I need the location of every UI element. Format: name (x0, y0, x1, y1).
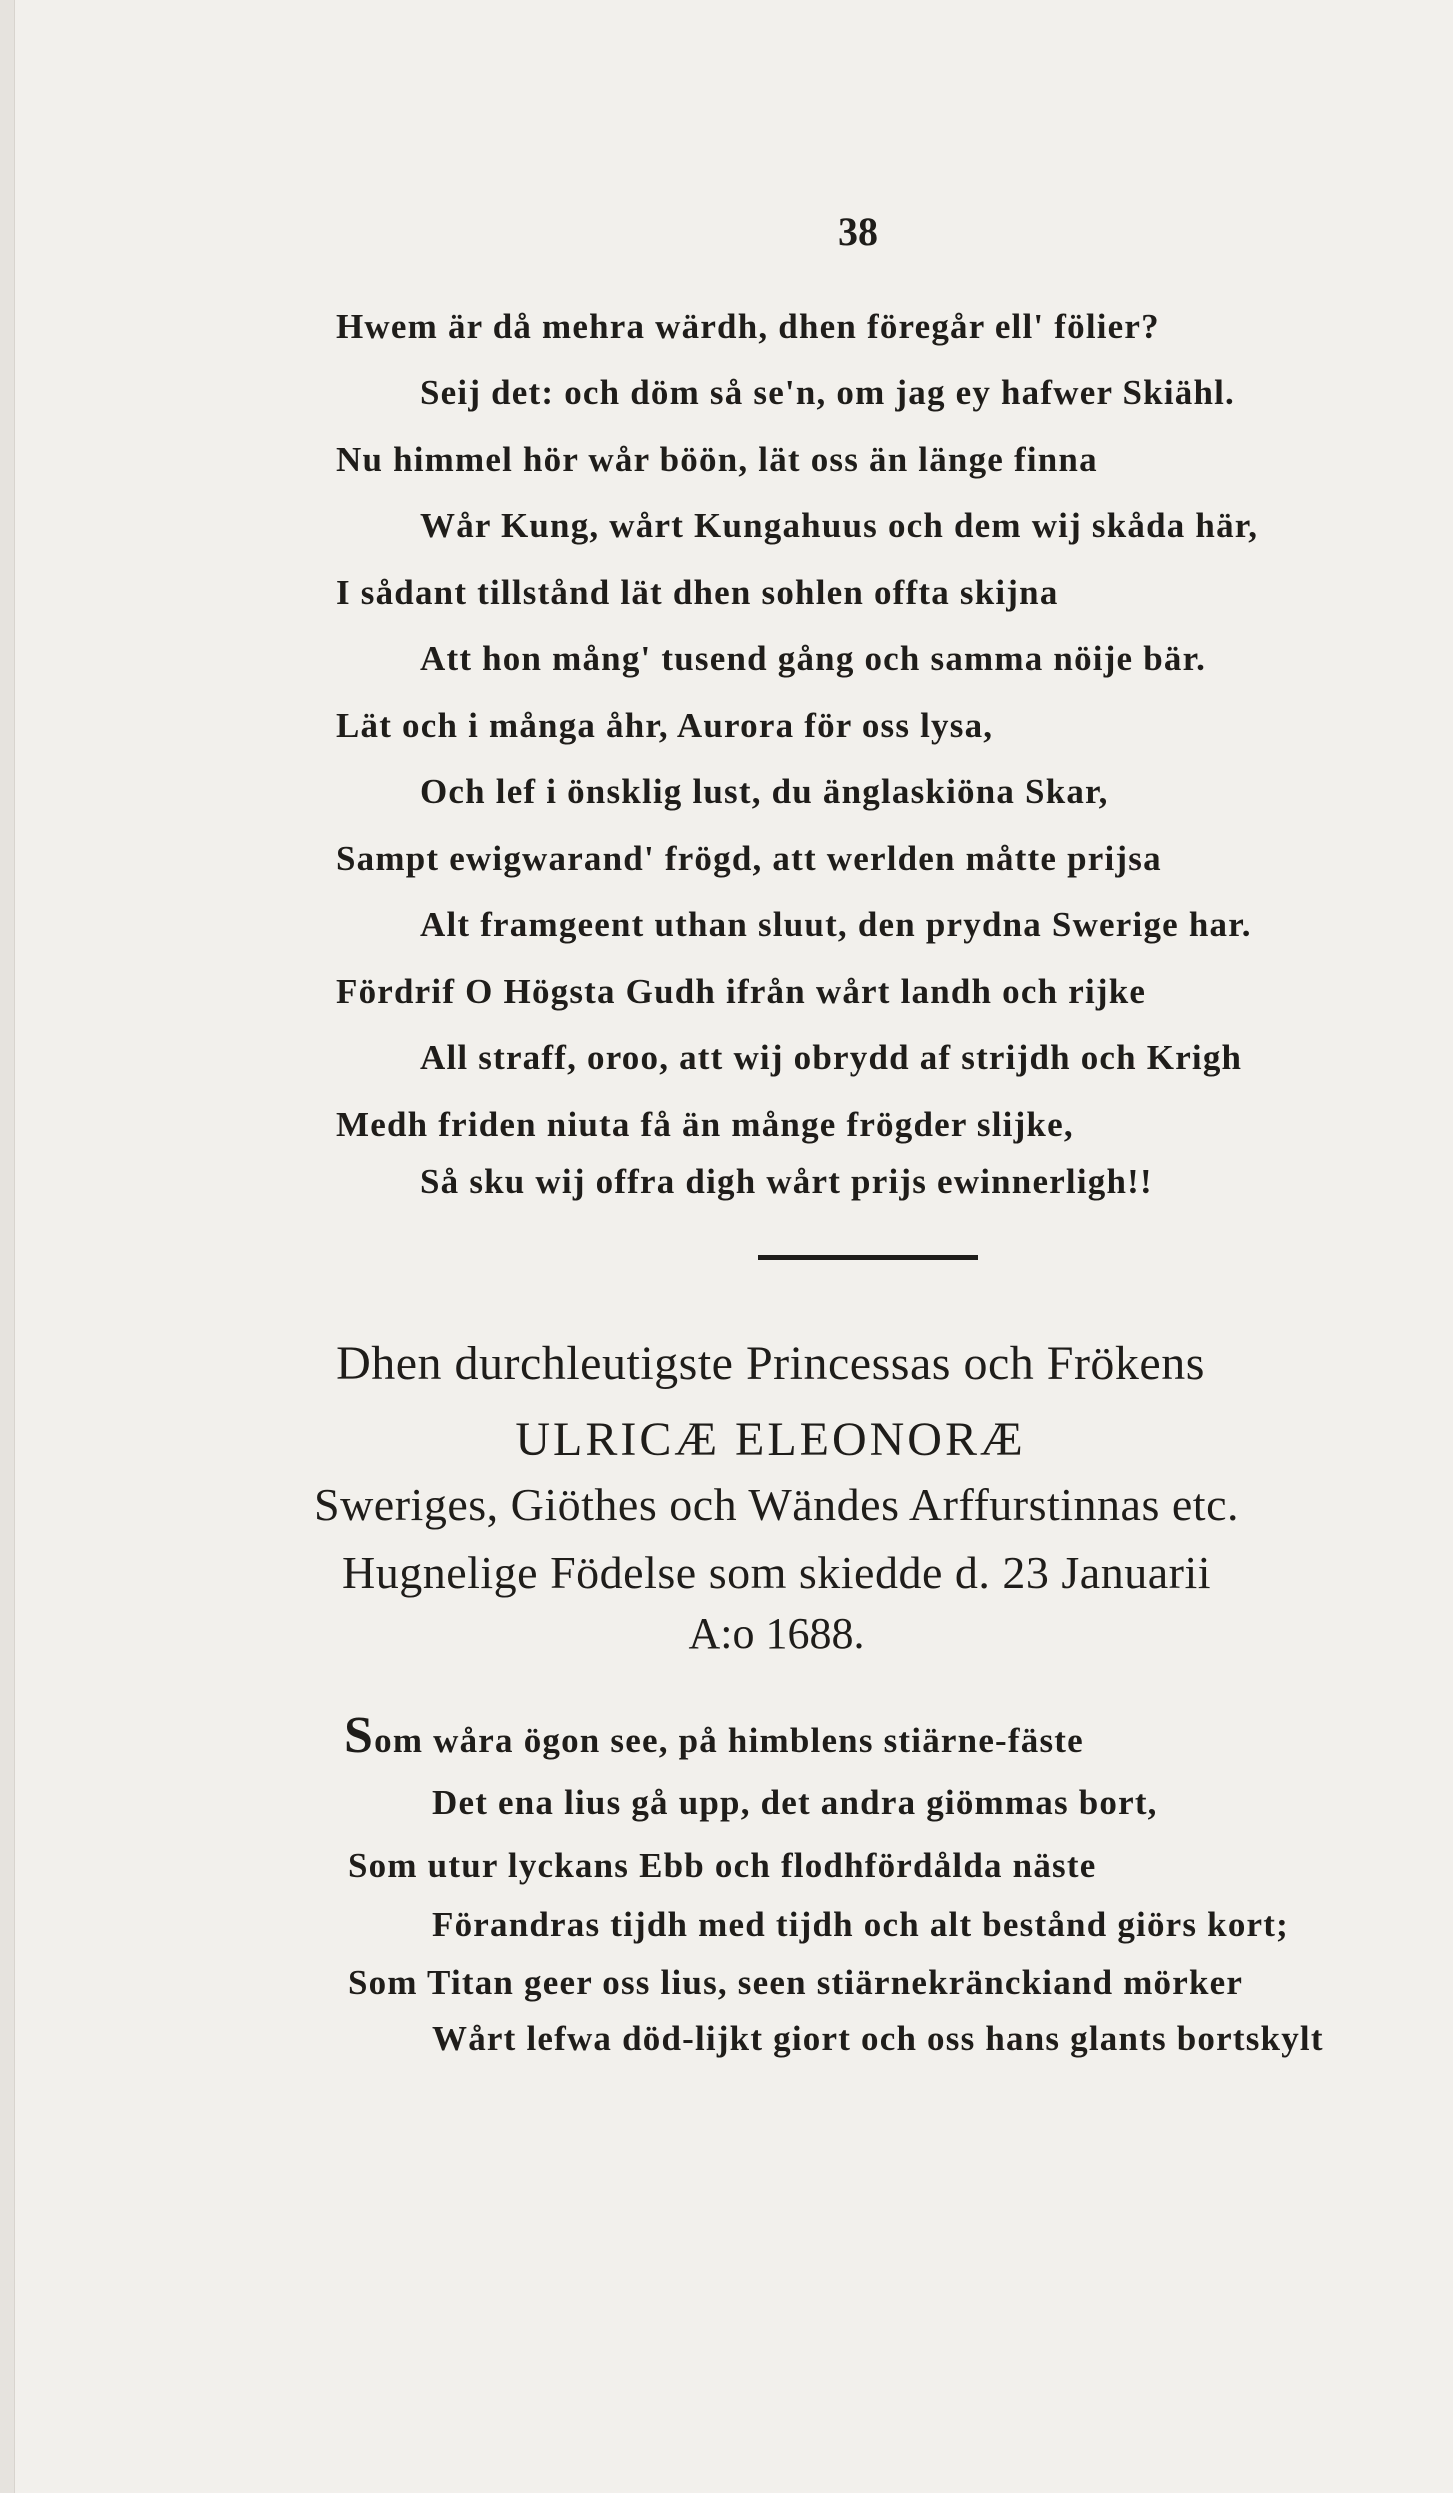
section-divider (758, 1255, 978, 1260)
poem-line: Medh friden niuta få än månge frögder slijke, (336, 1105, 1074, 1144)
heading-line (0, 1608, 1453, 1659)
heading-line (0, 1412, 1453, 1467)
poem-line: Fördrif O Högsta Gudh ifrån wårt landh och rijke (336, 972, 1147, 1011)
poem-line: Seij det: och döm så se'n, om jag ey hafwer Skiähl. (420, 373, 1235, 412)
heading-date: A:o 1688. (688, 1609, 865, 1658)
poem-line: Wårt lefwa död-lijkt giort och oss hans glants bortskylt (432, 2019, 1324, 2058)
heading-text: Hugnelige Födelse som skiedde d. 23 Januarii (341, 1547, 1212, 1598)
poem-line: I sådant tillstånd lät dhen sohlen offta skijna (336, 573, 1059, 612)
poem-line: Wår Kung, wårt Kungahuus och dem wij skåda här, (420, 506, 1259, 545)
page-number: 38 (838, 209, 878, 254)
poem-line: Hwem är då mehra wärdh, dhen föregår ell' fölier? (336, 307, 1160, 346)
poem-line: Som Titan geer oss lius, seen stiärnekränckiand mörker (348, 1963, 1244, 2002)
heading-line (0, 1336, 1453, 1391)
heading-name: ULRICÆ ELEONORÆ (515, 1413, 1026, 1466)
poem-line: Så sku wij offra digh wårt prijs ewinnerligh!! (420, 1162, 1153, 1201)
poem-line: Alt framgeent uthan sluut, den prydna Swerige har. (420, 905, 1252, 944)
poem-line: Sampt ewigwarand' frögd, att werlden måtte prijsa (336, 839, 1162, 878)
poem-line: Det ena lius gå upp, det andra giömmas bort, (432, 1783, 1158, 1822)
poem-line (344, 1706, 1084, 1765)
poem-line: All straff, oroo, att wij obrydd af strijdh och Krigh (420, 1038, 1243, 1077)
heading-line (0, 1546, 1453, 1599)
poem-line: Som utur lyckans Ebb och flodhfördålda näste (348, 1846, 1097, 1885)
heading-line (0, 1478, 1453, 1531)
poem-line: Förandras tijdh med tijdh och alt bestånd giörs kort; (432, 1905, 1289, 1944)
heading-text: Sweriges, Giöthes och Wändes Arffurstinnas etc. (314, 1479, 1239, 1530)
poem-line-text: om wåra ögon see, på himblens stiärne-fäste (374, 1721, 1084, 1760)
poem-line: Nu himmel hör wår böön, lät oss än länge finna (336, 440, 1098, 479)
drop-cap: S (344, 1707, 375, 1764)
poem-line: Lät och i många åhr, Aurora för oss lysa, (336, 706, 994, 745)
poem-line: Och lef i önsklig lust, du änglaskiöna Skar, (420, 772, 1109, 811)
heading-text: Dhen durchleutigste Princessas och Frökens (336, 1337, 1205, 1390)
poem-line: Att hon mång' tusend gång och samma nöije bär. (420, 639, 1207, 678)
